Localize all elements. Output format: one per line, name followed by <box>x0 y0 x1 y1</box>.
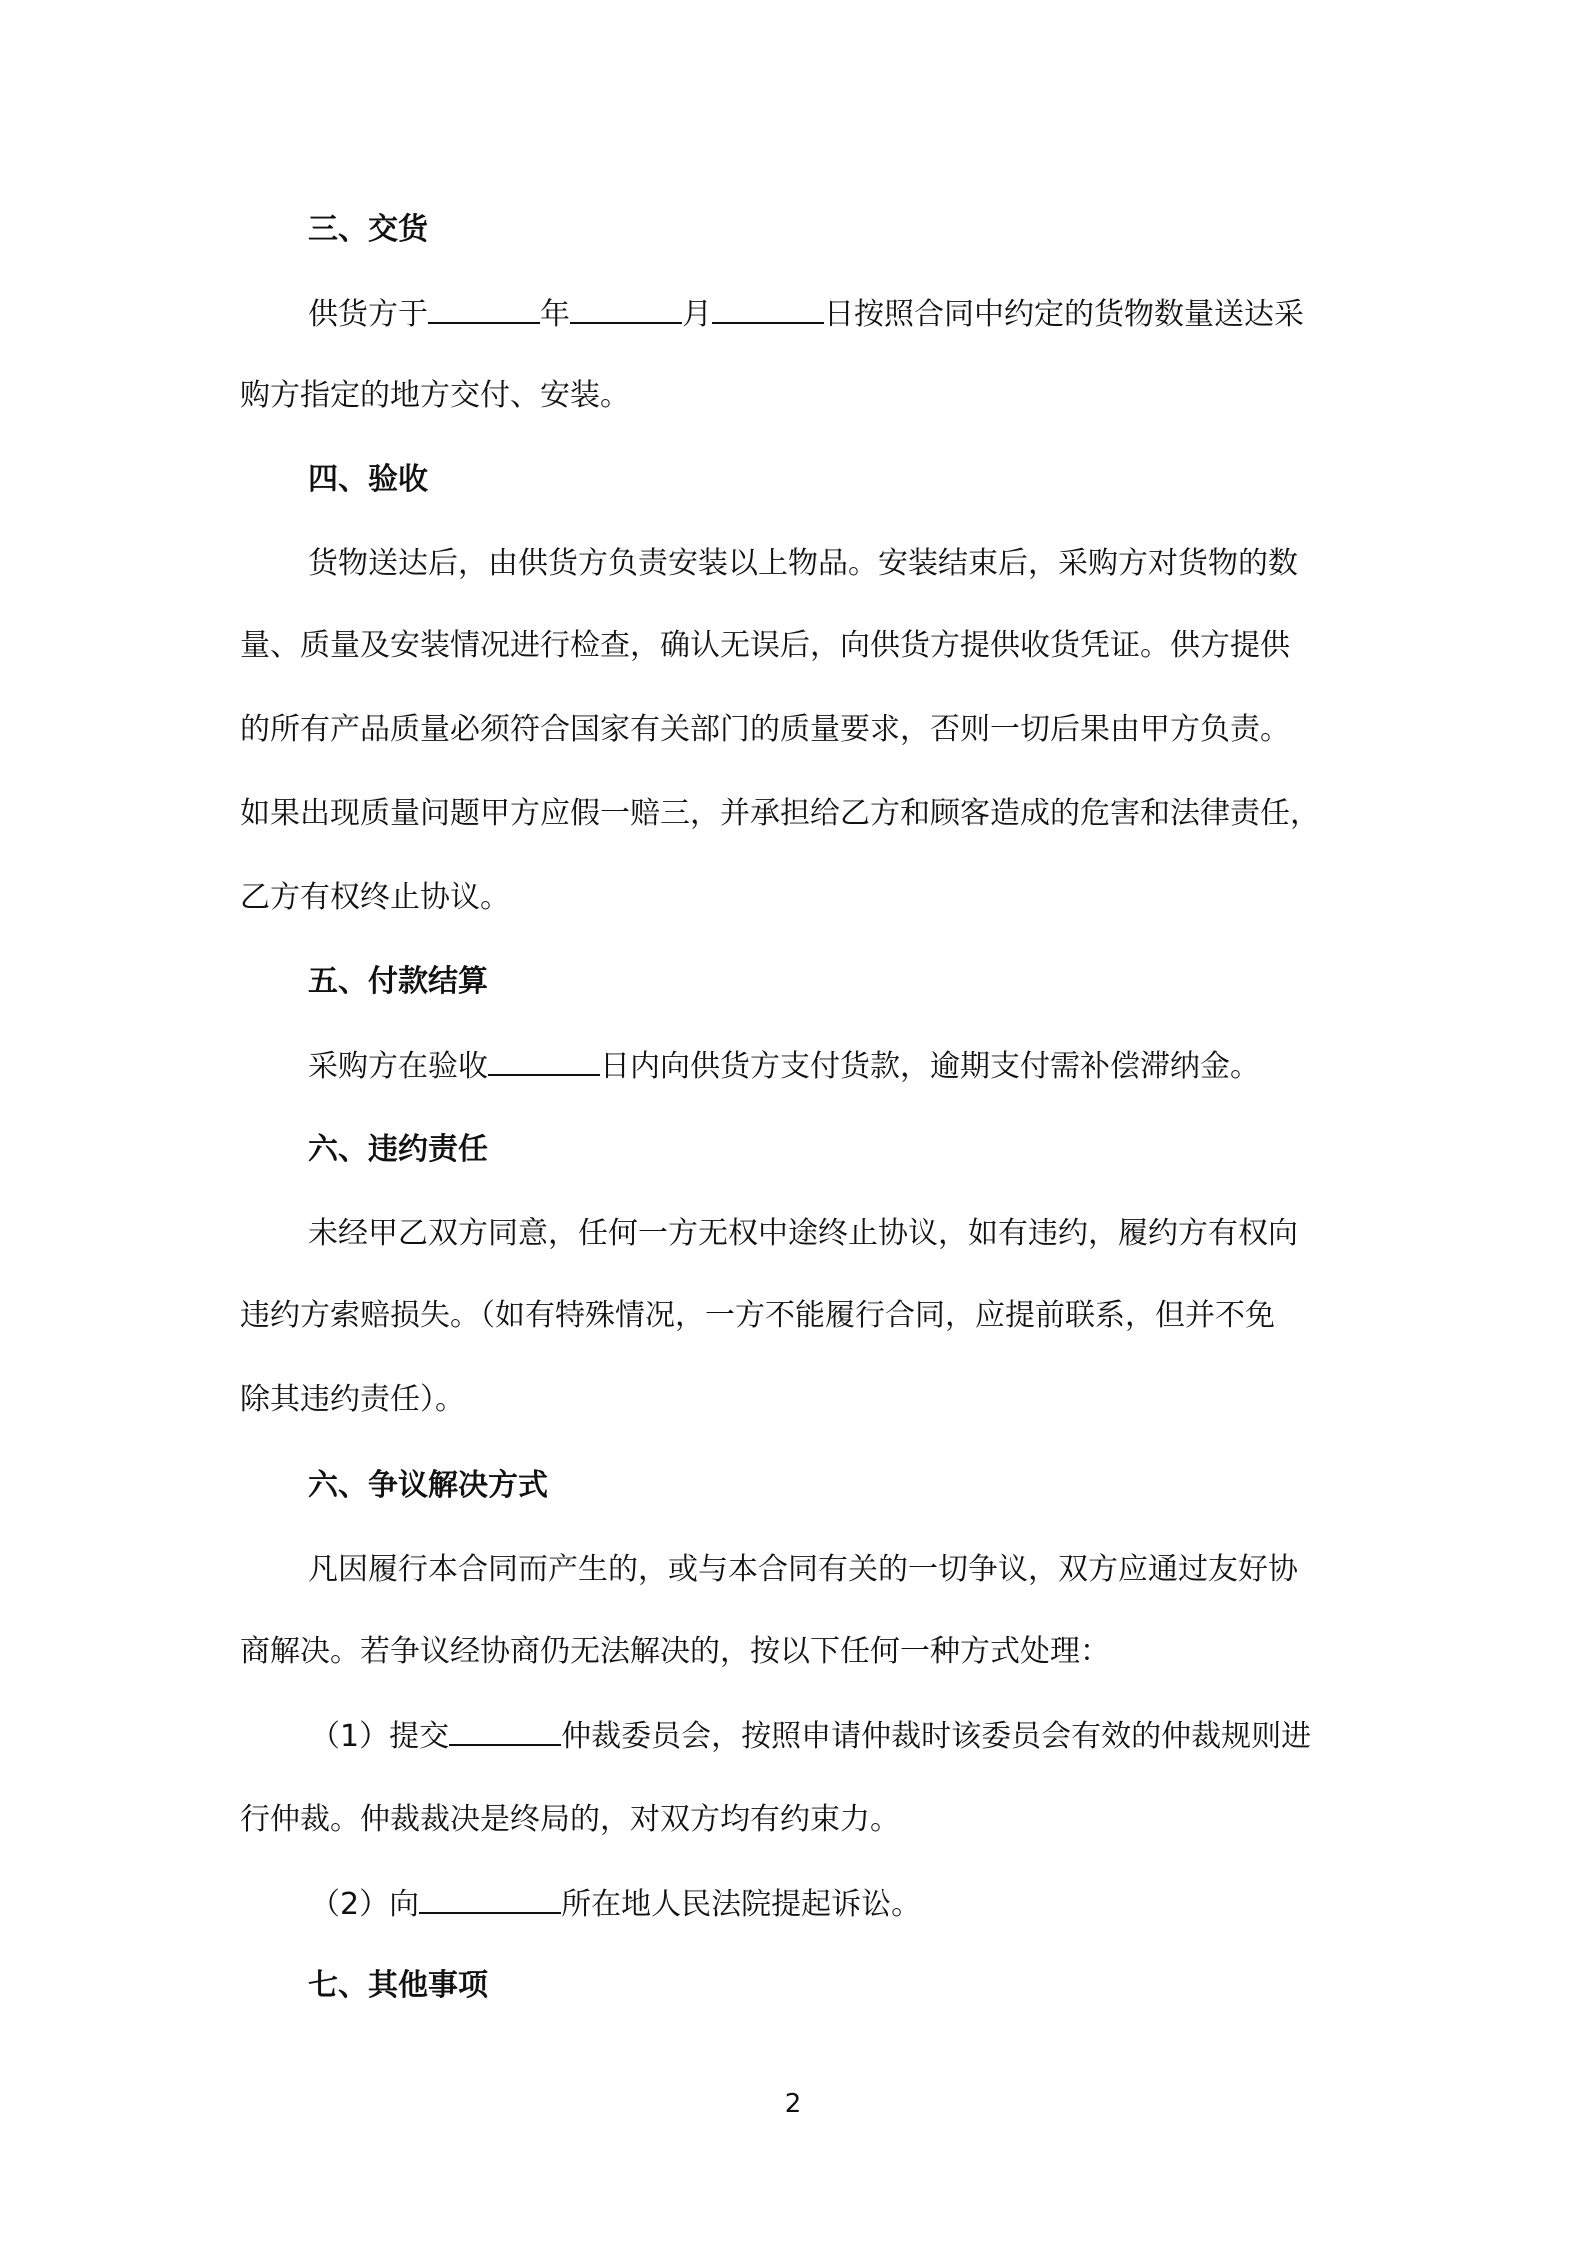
text: （1）提交 <box>310 1719 450 1754</box>
payment-paragraph-line <box>308 1046 1260 1087</box>
acceptance-paragraph-line: 货物送达后，由供货方负责安装以上物品。安装结束后，采购方对货物的数 <box>308 546 1298 581</box>
breach-paragraph-line: 违约方索赔损失。（如有特殊情况，一方不能履行合同，应提前联系，但并不免 <box>240 1298 1275 1333</box>
dispute-paragraph-line: 凡因履行本合同而产生的，或与本合同有关的一切争议，双方应通过友好协 <box>308 1552 1298 1587</box>
day-blank <box>712 294 824 324</box>
section-heading-delivery: 三、交货 <box>308 212 428 247</box>
text: 月 <box>682 297 712 332</box>
section-heading-dispute: 六、争议解决方式 <box>308 1468 548 1503</box>
section-heading-other: 七、其他事项 <box>308 1968 488 2003</box>
court-location-blank <box>419 1884 561 1914</box>
acceptance-paragraph-line: 如果出现质量问题甲方应假一赔三，并承担给乙方和顾客造成的危害和法律责任， <box>240 796 1320 831</box>
dispute-option-1-cont: 行仲裁。仲裁裁决是终局的，对双方均有约束力。 <box>240 1802 900 1837</box>
text: 日内向供货方支付货款，逾期支付需补偿滞纳金。 <box>600 1049 1260 1084</box>
section-heading-breach: 六、违约责任 <box>308 1132 488 1167</box>
delivery-paragraph-line <box>308 294 1304 335</box>
dispute-paragraph-line: 商解决。若争议经协商仍无法解决的，按以下任何一种方式处理： <box>240 1634 1110 1669</box>
text: 采购方在验收 <box>308 1049 488 1084</box>
delivery-paragraph-line: 购方指定的地方交付、安装。 <box>240 378 630 413</box>
year-blank <box>428 294 540 324</box>
acceptance-paragraph-line: 的所有产品质量必须符合国家有关部门的质量要求，否则一切后果由甲方负责。 <box>240 712 1290 747</box>
text: 仲裁委员会，按照申请仲裁时该委员会有效的仲裁规则进 <box>561 1719 1312 1754</box>
month-blank <box>570 294 682 324</box>
section-heading-payment: 五、付款结算 <box>308 964 488 999</box>
dispute-option-2 <box>310 1884 921 1925</box>
breach-paragraph-line: 除其违约责任）。 <box>240 1382 465 1417</box>
text: 年 <box>540 297 570 332</box>
page-number: 2 <box>784 2089 802 2119</box>
days-blank <box>488 1046 600 1076</box>
arbitration-committee-blank <box>449 1716 561 1746</box>
breach-paragraph-line: 未经甲乙双方同意，任何一方无权中途终止协议，如有违约，履约方有权向 <box>308 1216 1298 1251</box>
text: （2）向 <box>310 1887 420 1922</box>
text: 供货方于 <box>308 297 428 332</box>
section-heading-acceptance: 四、验收 <box>308 462 428 497</box>
text: 所在地人民法院提起诉讼。 <box>561 1887 922 1922</box>
dispute-option-1 <box>310 1716 1311 1757</box>
acceptance-paragraph-line: 乙方有权终止协议。 <box>240 880 510 915</box>
acceptance-paragraph-line: 量、质量及安装情况进行检查，确认无误后，向供货方提供收货凭证。供方提供 <box>240 628 1290 663</box>
text: 日按照合同中约定的货物数量送达采 <box>824 297 1304 332</box>
